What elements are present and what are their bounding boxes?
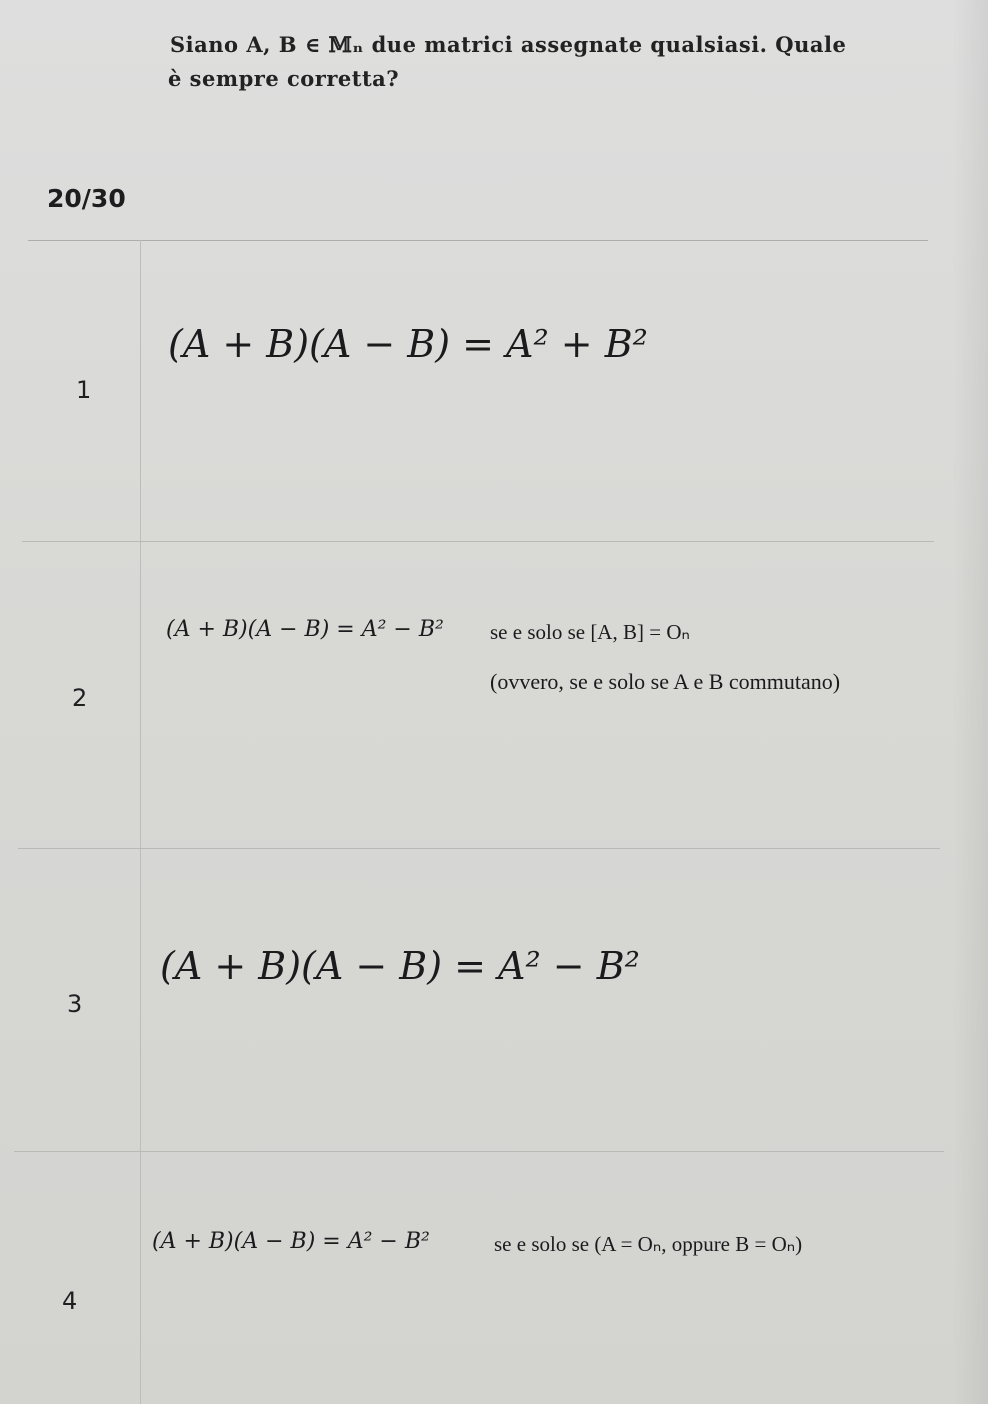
question-text bbox=[170, 28, 960, 96]
row-divider-2 bbox=[18, 848, 940, 849]
table-column-divider bbox=[140, 240, 141, 1404]
option-4-formula[interactable]: (A + B)(A − B) = A² − B² bbox=[152, 1229, 430, 1254]
row-divider-1 bbox=[22, 541, 934, 542]
row-divider-3 bbox=[14, 1151, 944, 1152]
option-2-condition[interactable]: se e solo se [A, B] = Oₙ bbox=[490, 620, 690, 644]
option-1-formula[interactable]: (A + B)(A − B) = A² + B² bbox=[168, 322, 648, 366]
option-2-note[interactable]: (ovvero, se e solo se A e B commutano) bbox=[490, 669, 841, 694]
option-4-condition[interactable]: se e solo se (A = Oₙ, oppure B = Oₙ) bbox=[494, 1232, 803, 1256]
option-3-number[interactable]: 3 bbox=[67, 990, 83, 1018]
option-4-number[interactable]: 4 bbox=[62, 1287, 78, 1315]
page-shadow bbox=[952, 0, 988, 1404]
option-2-formula[interactable]: (A + B)(A − B) = A² − B² bbox=[166, 617, 444, 642]
score-label: 20/30 bbox=[47, 184, 126, 213]
option-1-number[interactable]: 1 bbox=[76, 376, 92, 404]
option-2-number[interactable]: 2 bbox=[72, 684, 88, 712]
table-top-divider bbox=[28, 240, 928, 241]
option-3-formula[interactable]: (A + B)(A − B) = A² − B² bbox=[160, 944, 640, 988]
question-line-2: è sempre corretta? bbox=[168, 66, 400, 91]
question-line-1: Siano A, B ∈ 𝕄ₙ due matrici assegnate qualsiasi. Quale bbox=[170, 32, 847, 57]
